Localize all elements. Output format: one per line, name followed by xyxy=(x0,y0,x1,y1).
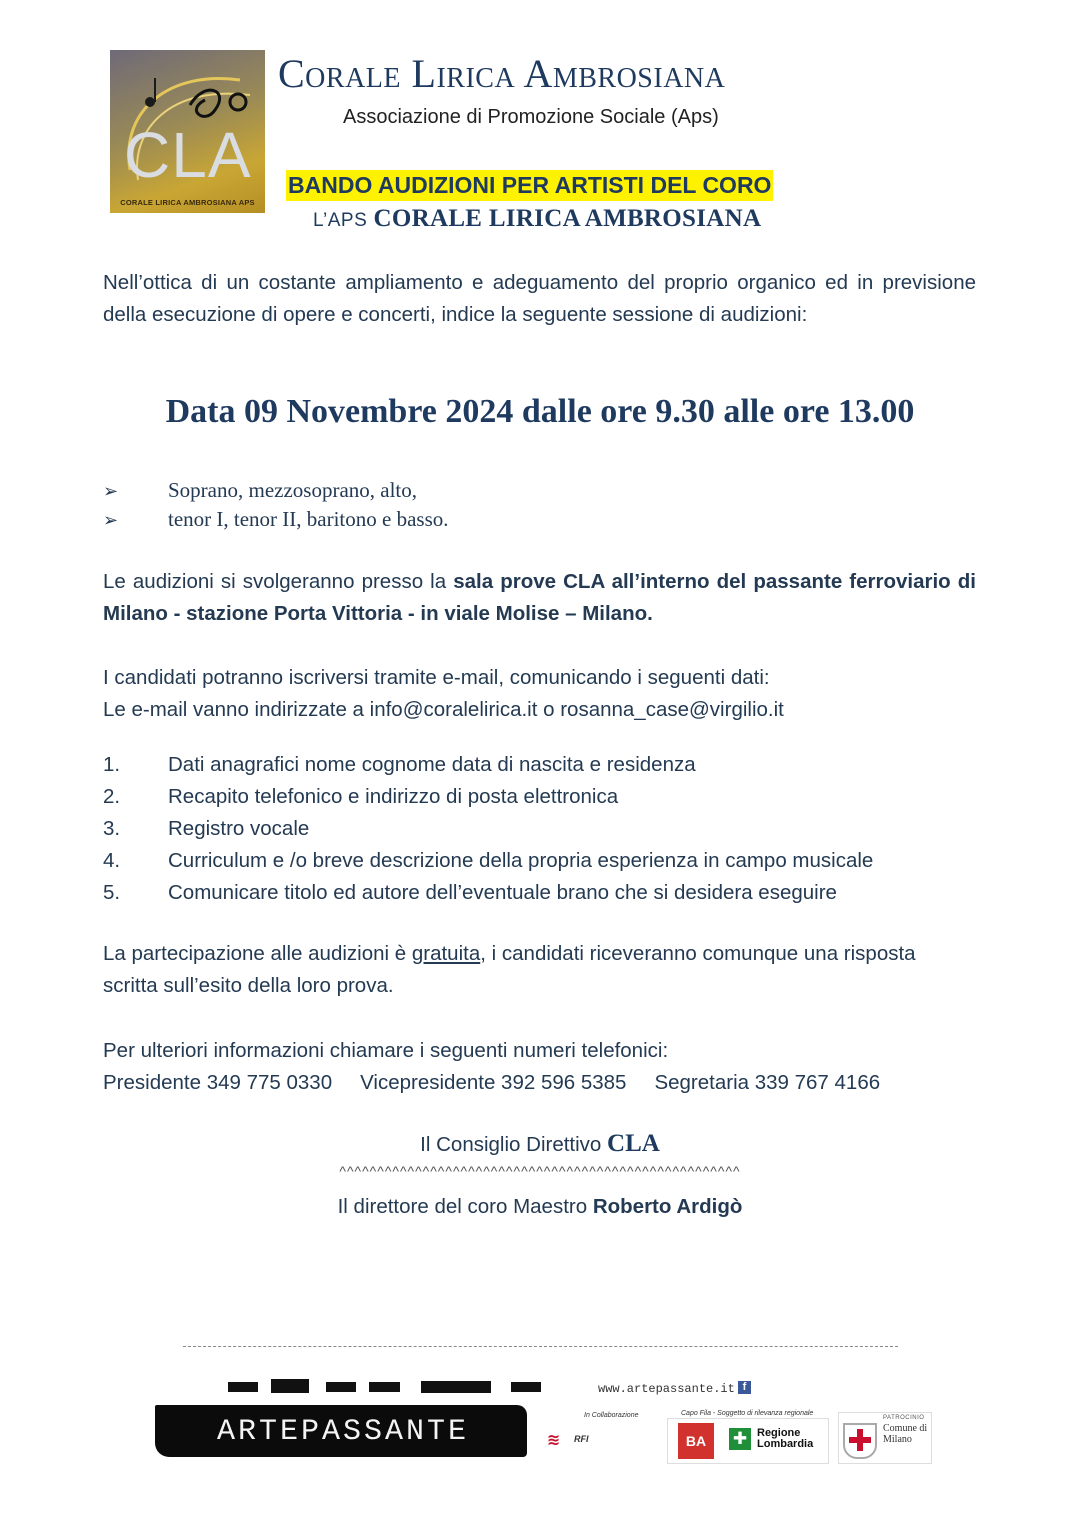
comune-line: Comune di xyxy=(883,1423,928,1434)
director-name: Roberto Ardigò xyxy=(592,1195,743,1218)
registration-emails: Le e-mail vanno indirizzate a info@coralelirica.it o rosanna_case@virgilio.it xyxy=(103,698,784,721)
voice-text: Soprano, mezzosoprano, alto, xyxy=(168,478,418,502)
regione-cross-icon: ✚ xyxy=(729,1428,751,1450)
decor-bar xyxy=(326,1382,356,1392)
milano-coat-of-arms-icon xyxy=(843,1423,877,1459)
footer-divider xyxy=(183,1346,898,1347)
location-prefix: Le audizioni si svolgeranno presso la xyxy=(103,570,454,593)
bba-logo: BA xyxy=(678,1423,714,1459)
list-item xyxy=(103,849,873,873)
list-text: Dati anagrafici nome cognome data di nascita e residenza xyxy=(168,753,696,776)
list-text: Comunicare titolo ed autore dell’eventuale brano che si desidera eseguire xyxy=(168,881,837,904)
list-item xyxy=(103,753,696,777)
director-signature xyxy=(0,1195,1080,1219)
consiglio-signature xyxy=(0,1130,1080,1158)
list-text: Curriculum e /o breve descrizione della propria esperienza in campo musicale xyxy=(168,849,874,872)
rfi-icon: ≋ xyxy=(547,1432,561,1449)
aps-name: CORALE LIRICA AMBROSIANA xyxy=(373,205,762,232)
contacts-intro: Per ulteriori informazioni chiamare i seguenti numeri telefonici: xyxy=(103,1039,669,1062)
list-item xyxy=(103,881,837,905)
regione-text xyxy=(757,1428,813,1450)
voice-item xyxy=(103,478,417,503)
location-bold: sala prove CLA all’interno del passante ferroviario di Milano - stazione Porta Vittoria - in viale Molise – Milano. xyxy=(103,570,977,625)
intro-paragraph: Nell’ottica di un costante ampliamento e adeguamento del proprio organico ed in previsione della esecuzione di opere e concerti, indice la seguente sessione di audizioni: xyxy=(103,271,976,326)
vice-phone: Vicepresidente 392 596 5385 xyxy=(360,1071,627,1094)
secretary-phone: Segretaria 339 767 4166 xyxy=(654,1071,881,1094)
collab-label: In Collaborazione xyxy=(584,1412,639,1419)
list-item xyxy=(103,785,618,809)
list-item xyxy=(103,817,309,841)
logo-caption: CORALE LIRICA AMBROSIANA APS xyxy=(120,198,255,207)
arrow-bullet-icon: ➢ xyxy=(103,510,119,530)
org-subtitle: Associazione di Promozione Sociale (Aps) xyxy=(343,106,719,128)
decor-bar xyxy=(228,1382,258,1392)
aps-prefix: L’APS xyxy=(313,210,368,231)
regione-line: Regione xyxy=(757,1427,801,1439)
president-phone: Presidente 349 775 0330 xyxy=(103,1071,333,1094)
logo-cla-text: CLA xyxy=(124,119,252,191)
contacts-numbers xyxy=(103,1067,976,1099)
voice-text: tenor I, tenor II, baritono e basso. xyxy=(168,507,449,531)
registration-paragraph xyxy=(103,662,976,726)
artepassante-text: ARTEPASSANTE xyxy=(217,1415,470,1449)
caret-divider: ^^^^^^^^^^^^^^^^^^^^^^^^^^^^^^^^^^^^^^^^^^^^^^^^^^^^^ xyxy=(339,1163,741,1179)
list-number: 1. xyxy=(103,753,121,776)
comune-logo xyxy=(838,1412,932,1464)
participation-prefix: La partecipazione alle audizioni è xyxy=(103,942,412,965)
participation-paragraph xyxy=(103,938,963,1002)
comune-line: Milano xyxy=(883,1434,912,1445)
contacts-paragraph xyxy=(103,1035,976,1099)
list-text: Registro vocale xyxy=(168,817,310,840)
decor-bar xyxy=(369,1382,400,1392)
decor-bar xyxy=(511,1382,541,1392)
decor-bar xyxy=(271,1379,309,1393)
bando-title: BANDO AUDIZIONI PER ARTISTI DEL CORO xyxy=(286,170,773,201)
patrocinio-label: PATROCINIO xyxy=(883,1415,925,1421)
rfi-logo xyxy=(542,1420,650,1462)
registration-line: I candidati potranno iscriversi tramite e-mail, comunicando i seguenti dati: xyxy=(103,666,770,689)
cla-logo xyxy=(110,50,265,213)
comune-text xyxy=(883,1423,927,1445)
aps-line xyxy=(313,205,761,233)
list-number: 4. xyxy=(103,849,121,872)
arrow-bullet-icon: ➢ xyxy=(103,481,119,501)
list-text: Recapito telefonico e indirizzo di posta elettronica xyxy=(168,785,619,808)
list-number: 3. xyxy=(103,817,121,840)
artepassante-logo xyxy=(155,1405,527,1457)
facebook-icon[interactable]: f xyxy=(738,1381,751,1394)
regione-line: Lombardia xyxy=(757,1438,814,1450)
participation-suffix: , i candidati riceveranno comunque una risposta scritta sull’esito della loro prova. xyxy=(103,942,916,997)
voice-item xyxy=(103,507,449,532)
participation-free: gratuita xyxy=(411,942,481,965)
capofila-label: Capo Fila - Soggetto di rilevanza regionale xyxy=(681,1410,814,1417)
location-paragraph xyxy=(103,566,976,630)
list-number: 5. xyxy=(103,881,121,904)
list-number: 2. xyxy=(103,785,121,808)
partner-logos xyxy=(667,1418,829,1464)
decor-bar xyxy=(421,1381,491,1393)
org-name: Corale Lirica Ambrosiana xyxy=(278,51,726,96)
director-prefix: Il direttore del coro Maestro xyxy=(337,1195,593,1218)
consiglio-text: Il Consiglio Direttivo xyxy=(420,1133,608,1156)
rfi-text: RFI xyxy=(574,1434,589,1444)
website-link[interactable]: www.artepassante.it xyxy=(598,1382,735,1396)
audition-date: Data 09 Novembre 2024 dalle ore 9.30 alle ore 13.00 xyxy=(165,393,915,430)
consiglio-cla: CLA xyxy=(607,1130,660,1157)
